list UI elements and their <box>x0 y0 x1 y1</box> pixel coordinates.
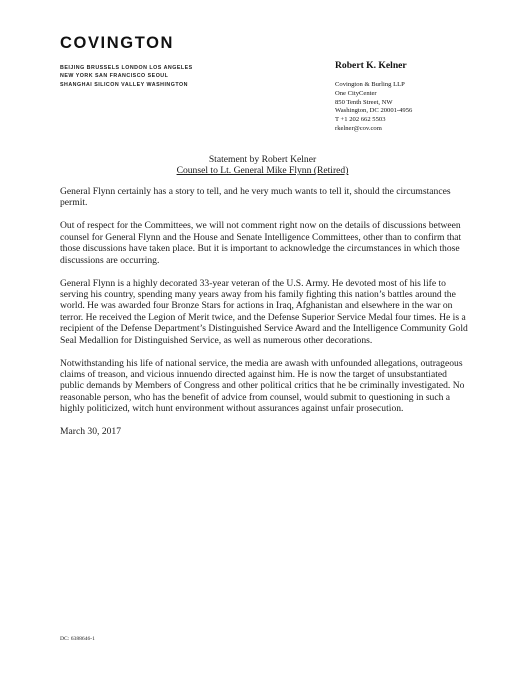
sender-firm: Covington & Burling LLP <box>335 81 405 88</box>
cities-line: NEW YORK SAN FRANCISCO SEOUL <box>60 73 169 80</box>
sender-street: 850 Tenth Street, NW <box>335 98 393 106</box>
cities-line: BEIJING BRUSSELS LONDON LOS ANGELES <box>60 65 193 71</box>
cities-line: SHANGHAI SILICON VALLEY WASHINGTON <box>60 81 188 88</box>
sender-name: Robert K. Kelner <box>335 60 407 71</box>
paragraph: Out of respect for the Committees, we will not comment right now on the details of discussions between counsel for General Flynn and the House and Senate Intelligence Committees, other than to confirm that those discussions have taken place. But it is important to acknowledge the circumstances in which those discussions are occurring. <box>60 220 462 266</box>
statement-subtitle: Counsel to Lt. General Mike Flynn (Retired) <box>176 165 349 177</box>
sender-block <box>335 60 412 134</box>
office-cities <box>60 64 193 89</box>
sender-phone: T +1 202 662 5503 <box>335 116 386 124</box>
sender-email[interactable]: rkelner@cov.com <box>335 124 382 132</box>
covington-logo: COVINGTON <box>60 34 175 52</box>
paragraph: General Flynn is a highly decorated 33-year veteran of the U.S. Army. He devoted most of his life to serving his country, spending many years away from his family fighting this nation’s battles around the world. He was awarded four Bronze Stars for actions in Iraq, Afghanistan and elsewhere in the war on terror. He received the Legion of Merit twice, and the Defense Superior Service Medal four times. He is a recipient of the Defense Department’s Distinguished Service Award and the Intelligence Community Gold Seal Medallion for Distinguished Service, as well as numerous other decorations. <box>60 277 468 346</box>
sender-city: Washington, DC 20001-4956 <box>335 107 413 115</box>
statement-heading <box>0 154 525 177</box>
statement-title: Statement by Robert Kelner <box>208 154 317 165</box>
sender-building: One CityCenter <box>335 89 377 97</box>
paragraph: General Flynn certainly has a story to tell, and he very much wants to tell it, should the circumstances permit. <box>60 186 451 209</box>
paragraph: Notwithstanding his life of national service, the media are awash with unfounded allegations, outrageous claims of treason, and vicious innuendo directed against him. He is now the target of unsubstantiated public demands by Members of Congress and other political critics that he be criminally investigated. No reasonable person, who has the benefit of advice from counsel, would submit to questioning in such a highly politicized, witch hunt environment without assurances against unfair prosecution. <box>60 357 465 415</box>
document-id: DC: 6388646-1 <box>60 636 95 642</box>
statement-date: March 30, 2017 <box>60 426 122 438</box>
statement-body <box>60 186 470 449</box>
